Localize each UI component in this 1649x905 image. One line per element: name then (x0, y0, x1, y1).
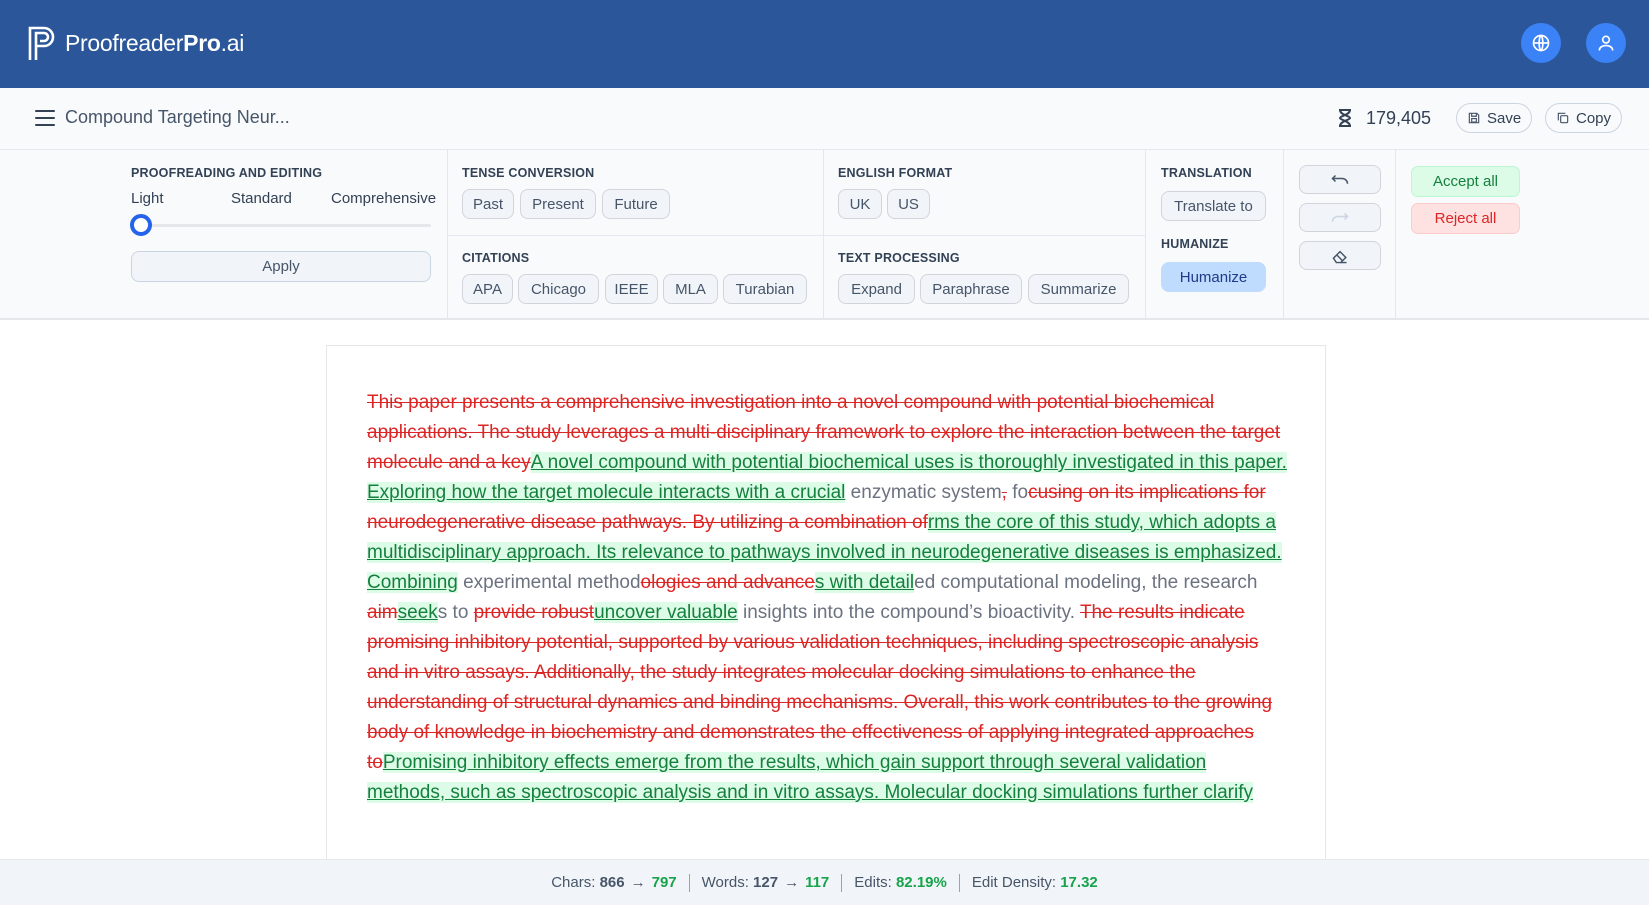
text-processing-label: TEXT PROCESSING (838, 251, 960, 265)
logo-text-suffix: .ai (220, 29, 245, 56)
citation-ieee-button[interactable]: IEEE (605, 274, 658, 304)
citations-label: CITATIONS (462, 251, 530, 265)
inserted-text[interactable]: rms the core of this study, which adopts a multidisciplinary approach. Its relevance to pathways involved in neurodegenerative diseases is emphasized. Combining (367, 512, 1282, 593)
divider (841, 874, 842, 892)
inserted-text[interactable]: seek (397, 602, 438, 623)
arrow-icon: → (784, 874, 800, 891)
words-label: Words: (701, 874, 749, 891)
english-uk-button[interactable]: UK (838, 189, 882, 219)
save-button[interactable] (1456, 103, 1532, 133)
words-before: 127 (753, 874, 779, 891)
logo-mark-icon (27, 24, 59, 62)
logo-text-bold: Pro (183, 29, 221, 56)
level-comprehensive[interactable]: Comprehensive (331, 190, 437, 207)
inserted-text[interactable]: A novel compound with potential biochemical uses is thoroughly investigated in this paper. Exploring how the target molecule interacts with a crucial (367, 452, 1287, 503)
citation-apa-button[interactable]: APA (462, 274, 513, 304)
citation-mla-button[interactable]: MLA (663, 274, 718, 304)
translation-label: TRANSLATION (1161, 166, 1252, 180)
deleted-text[interactable]: This paper presents a comprehensive investigation into a novel compound with potential biochemical applications. The study leverages a multi-disciplinary framework to explore the interaction between the target molecule and a key (367, 392, 1281, 473)
redo-button[interactable] (1299, 203, 1381, 232)
unchanged-text: ed computational modeling, the research (914, 572, 1258, 593)
document-page[interactable] (326, 345, 1326, 859)
divider (689, 874, 690, 892)
citation-turabian-button[interactable]: Turabian (723, 274, 807, 304)
reject-all-button[interactable]: Reject all (1411, 203, 1520, 234)
document-area (0, 322, 1649, 859)
chars-before: 866 (599, 874, 625, 891)
edit-density-label: Edit Density: (971, 874, 1057, 891)
english-us-button[interactable]: US (887, 189, 930, 219)
arrow-icon: → (630, 874, 646, 891)
unchanged-text: insights into the compound’s bioactivity. (737, 602, 1080, 623)
document-text[interactable] (367, 388, 1287, 808)
clear-button[interactable] (1299, 241, 1381, 270)
unchanged-text: fo (1006, 482, 1029, 503)
copy-label: Copy (1576, 109, 1612, 127)
top-bar (0, 0, 1649, 88)
copy-icon (1556, 111, 1570, 125)
expand-button[interactable]: Expand (838, 274, 915, 304)
divider (448, 235, 823, 236)
save-icon (1467, 111, 1481, 125)
undo-button[interactable] (1299, 165, 1381, 194)
level-standard[interactable]: Standard (231, 190, 292, 207)
summarize-button[interactable]: Summarize (1028, 274, 1129, 304)
tense-future-button[interactable]: Future (602, 189, 670, 219)
humanize-button[interactable]: Humanize (1161, 262, 1266, 292)
globe-icon (1531, 33, 1551, 53)
unchanged-text: s to (437, 602, 474, 623)
save-label: Save (1487, 109, 1522, 127)
deleted-text[interactable]: provide robust (473, 602, 595, 623)
edits-value: 82.19% (895, 874, 947, 891)
deleted-text[interactable]: The results indicate promising inhibitory potential, supported by various validation techniques, including spectroscopic analysis and in vitro assays. Additionally, the study integrates molecular docking simulations to enhance the understanding of structural dynamics and binding mechanisms. Overall, this work contributes to the growing body of knowledge in biochemistry and demonstrates the effectiveness of applying integrated approaches to (367, 602, 1273, 773)
divider (959, 874, 960, 892)
tense-past-button[interactable]: Past (462, 189, 514, 219)
document-bar (0, 88, 1649, 150)
deleted-text[interactable]: , (1001, 482, 1007, 503)
humanize-label: HUMANIZE (1161, 237, 1229, 251)
undo-icon (1331, 173, 1349, 187)
inserted-text[interactable]: uncover valuable (594, 602, 738, 623)
english-format-label: ENGLISH FORMAT (838, 166, 953, 180)
chars-label: Chars: (551, 874, 596, 891)
inserted-text[interactable]: Promising inhibitory effects emerge from the results, which gain support through several validation methods, such as spectroscopic analysis and in vitro assays. Molecular docking simulations further clarify (367, 752, 1253, 803)
account-button[interactable] (1586, 23, 1626, 63)
divider (1395, 150, 1396, 320)
stats-footer (0, 859, 1649, 905)
deleted-text[interactable]: cusing on its implications for neurodegenerative disease pathways. By utilizing a combination of (367, 482, 1266, 533)
level-light[interactable]: Light (131, 190, 164, 207)
language-button[interactable] (1521, 23, 1561, 63)
document-title[interactable]: Compound Targeting Neur... (65, 107, 290, 127)
apply-button[interactable]: Apply (131, 251, 431, 282)
translate-to-button[interactable]: Translate to (1161, 191, 1266, 221)
chars-after: 797 (651, 874, 677, 891)
token-count: 179,405 (1366, 108, 1432, 128)
logo-text-light: Proofreader (65, 29, 184, 56)
redo-icon (1331, 211, 1349, 225)
tense-present-button[interactable]: Present (520, 189, 596, 219)
logo[interactable] (27, 24, 244, 62)
copy-button[interactable] (1545, 103, 1622, 133)
level-slider-thumb[interactable] (130, 214, 152, 236)
eraser-icon (1331, 248, 1349, 264)
words-after: 117 (805, 874, 830, 891)
unchanged-text: experimental method (457, 572, 641, 593)
tense-label: TENSE CONVERSION (462, 166, 595, 180)
citation-chicago-button[interactable]: Chicago (518, 274, 599, 304)
level-slider-track[interactable] (140, 224, 431, 227)
deleted-text[interactable]: aim (367, 602, 398, 623)
user-icon (1596, 33, 1616, 53)
accept-all-button[interactable]: Accept all (1411, 166, 1520, 197)
edit-density-value: 17.32 (1060, 874, 1098, 891)
edits-label: Edits: (854, 874, 892, 891)
unchanged-text: enzymatic system (845, 482, 1002, 503)
divider (824, 235, 1145, 236)
divider (1283, 150, 1284, 320)
proofreading-label: PROOFREADING AND EDITING (131, 166, 323, 180)
paraphrase-button[interactable]: Paraphrase (920, 274, 1022, 304)
divider (1145, 150, 1146, 320)
inserted-text[interactable]: s with detail (814, 572, 915, 593)
menu-icon[interactable] (35, 110, 55, 126)
hourglass-icon (1336, 108, 1354, 128)
deleted-text[interactable]: ologies and advance (640, 572, 815, 593)
